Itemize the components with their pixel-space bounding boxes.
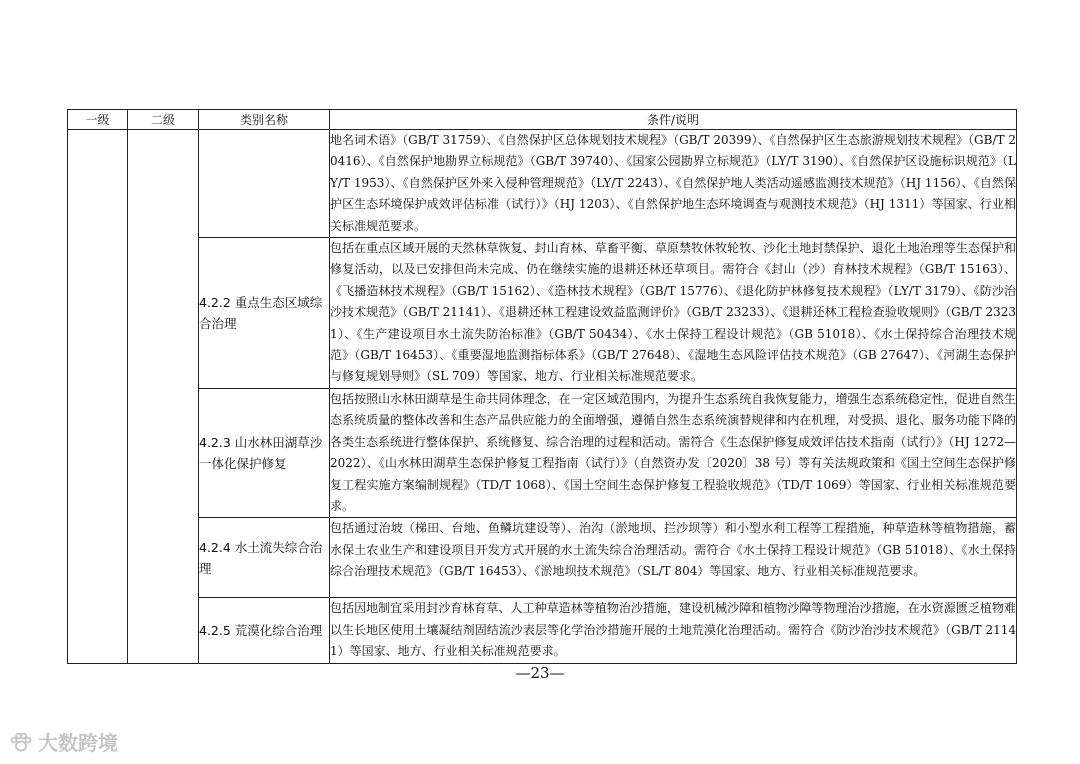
header-level2: 二级 bbox=[128, 110, 199, 130]
level2-cell bbox=[128, 130, 199, 664]
table-row bbox=[68, 130, 1017, 238]
watermark-text: 大数跨境 bbox=[38, 731, 118, 755]
table-row bbox=[68, 389, 1017, 518]
category-cell: 4.2.4 水土流失综合治理 bbox=[199, 518, 330, 598]
table-row bbox=[68, 238, 1017, 389]
header-category: 类别名称 bbox=[199, 110, 330, 130]
standards-table bbox=[67, 109, 1017, 664]
description-cell: 包括通过治坡（梯田、台地、鱼鳞坑建设等）、治沟（淤地坝、拦沙坝等）和小型水利工程等工程措施，种草造林等植物措施，蓄水保土农业生产和建设项目开发方式开展的水土流失综合治理活动。需符合《水土保持工程设计规范》（GB 51018）、《水土保持综合治理技术规范》（GB/T 16453）、《淤地坝技术规范》（SL/T 804）等国家、地方、行业相关标准规范要求。 bbox=[330, 518, 1017, 598]
page-number: —23— bbox=[515, 664, 565, 682]
category-cell bbox=[199, 130, 330, 238]
description-cell: 包括按照山水林田湖草是生命共同体理念，在一定区域范围内，为提升生态系统自我恢复能力，增强生态系统稳定性，促进自然生态系统质量的整体改善和生态产品供应能力的全面增强，遵循自然生态系统演替规律和内在机理，对受损、退化、服务功能下降的各类生态系统进行整体保护、系统修复、综合治理的过程和活动。需符合《生态保护修复成效评估技术指南（试行）》（HJ 1272—2022）、《山水林田湖草生态保护修复工程指南（试行）》（自然资办发〔2020〕38 号）等有关法规政策和《国土空间生态保护修复工程实施方案编制规程》（TD/T 1068）、《国土空间生态保护修复工程验收规范》（TD/T 1069）等国家、行业相关标准规范要求。 bbox=[330, 389, 1017, 518]
table-row bbox=[68, 518, 1017, 598]
table-header-row bbox=[68, 110, 1017, 130]
paw-icon bbox=[10, 732, 32, 752]
category-cell: 4.2.3 山水林田湖草沙一体化保护修复 bbox=[199, 389, 330, 518]
header-level1: 一级 bbox=[68, 110, 128, 130]
category-cell: 4.2.2 重点生态区域综合治理 bbox=[199, 238, 330, 389]
watermark bbox=[10, 727, 118, 756]
description-cell: 包括在重点区域开展的天然林草恢复、封山育林、草畜平衡、草原禁牧休牧轮牧、沙化土地封禁保护、退化土地治理等生态保护和修复活动，以及已安排但尚未完成、仍在继续实施的退耕还林还草项目。需符合《封山（沙）育林技术规程》（GB/T 15163）、《飞播造林技术规程》（GB/T 15162）、《造林技术规程》（GB/T 15776）、《退化防护林修复技术规程》（LY/T 3179）、《防沙治沙技术规范》（GB/T 21141）、《退耕还林工程建设效益监测评价》（GB/T 23233）、《退耕还林工程检查验收规则》（GB/T 23231）、《生产建设项目水土流失防治标准》（GB/T 50434）、《水土保持工程设计规范》（GB 51018）、《水土保持综合治理技术规范》（GB/T 16453）、《重要湿地监测指标体系》（GB/T 27648）、《湿地生态风险评估技术规范》（GB 27647）、《河湖生态保护与修复规划导则》（SL 709）等国家、地方、行业相关标准规范要求。 bbox=[330, 238, 1017, 389]
category-cell: 4.2.5 荒漠化综合治理 bbox=[199, 598, 330, 663]
description-cell: 地名词术语》（GB/T 31759）、《自然保护区总体规划技术规程》（GB/T 20399）、《自然保护区生态旅游规划技术规程》（GB/T 20416）、《自然保护地勘界立标规范》（GB/T 39740）、《国家公园勘界立标规范》（LY/T 3190）、《自然保护区设施标识规范》（LY/T 1953）、《自然保护区外来入侵种管理规范》（LY/T 2243）、《自然保护地人类活动遥感监测技术规范》（HJ 1156）、《自然保护区生态环境保护成效评估标准（试行）》（HJ 1203）、《自然保护地生态环境调查与观测技术规范》（HJ 1311）等国家、行业相关标准规范要求。 bbox=[330, 130, 1017, 238]
header-conditions: 条件/说明 bbox=[330, 110, 1017, 130]
level1-cell bbox=[68, 130, 128, 664]
table-row bbox=[68, 598, 1017, 663]
description-cell: 包括因地制宜采用封沙育林育草、人工种草造林等植物治沙措施，建设机械沙障和植物沙障等物理治沙措施，在水资源匮乏植物难以生长地区使用土壤凝结剂固结流沙表层等化学治沙措施开展的土地荒漠化治理活动。需符合《防沙治沙技术规范》（GB/T 21141）等国家、地方、行业相关标准规范要求。 bbox=[330, 598, 1017, 663]
